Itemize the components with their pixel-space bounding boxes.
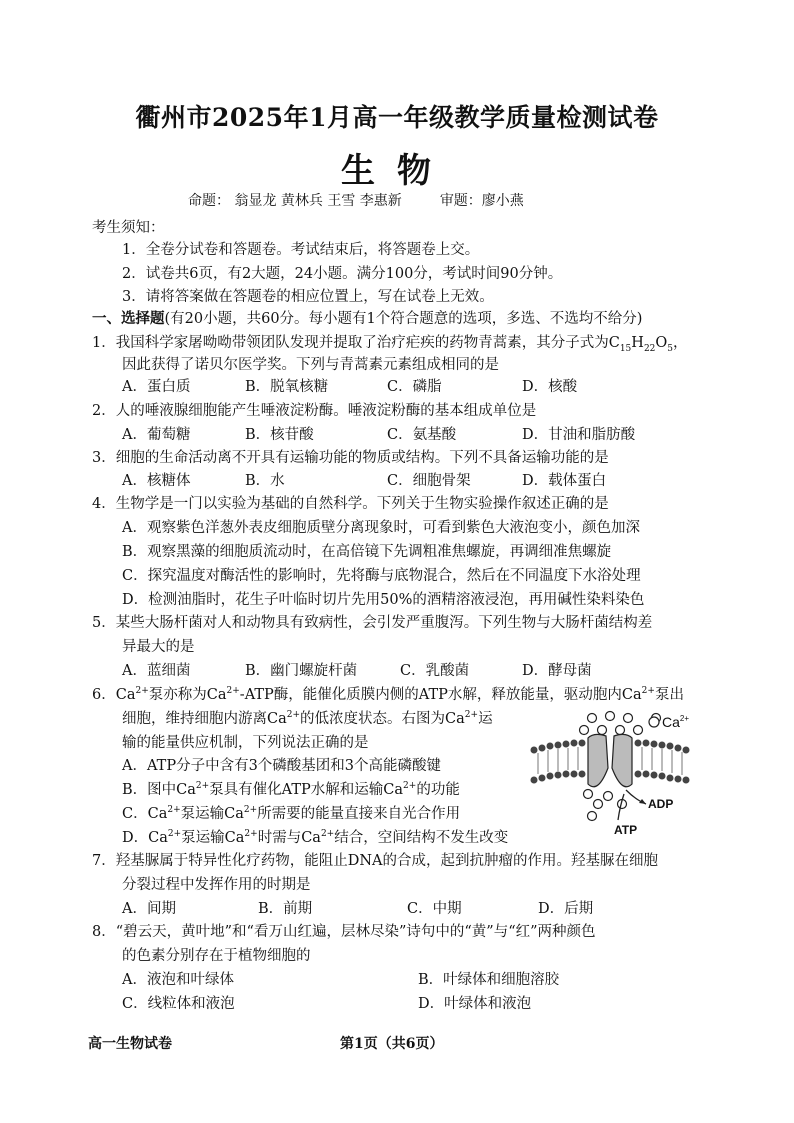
q6-sup: 2+	[464, 710, 479, 721]
q4-option-a: A．观察紫色洋葱外表皮细胞质壁分离现象时，可看到紫色大液泡变小，颜色加深	[122, 520, 640, 536]
q6-text: Ca	[445, 711, 465, 727]
q7-option-c: C．中期	[407, 901, 462, 917]
q6-text: 细胞，维持细胞内游离	[122, 711, 267, 727]
q3-option-d: D．载体蛋白	[522, 473, 607, 489]
authors-line	[188, 190, 524, 210]
q1-text: H	[631, 335, 644, 351]
q5-option-b: B．幽门螺旋杆菌	[245, 663, 358, 679]
adp-label: ADP	[648, 797, 674, 811]
subject-title: 生物	[341, 151, 453, 191]
q6-text: Ca	[621, 687, 642, 703]
q6-text: Ca	[176, 782, 196, 798]
q6-option-b	[122, 780, 460, 800]
q6-sup: 2+	[226, 686, 240, 697]
q8-option-c: C．线粒体和液泡	[122, 996, 235, 1012]
q4-option-c: C．探究温度对酶活性的影响时，先将酶与底物混合，然后在不同温度下水浴处理	[122, 568, 641, 584]
q6-option-c	[122, 804, 460, 824]
pump-protein-right	[612, 734, 632, 786]
q6-sup: 2+	[167, 805, 181, 816]
question-4-stem: 4．生物学是一门以实验为基础的自然科学。下列关于生物实验操作叙述正确的是	[92, 496, 609, 512]
q6-sup: 2+	[244, 829, 258, 840]
q6-text: 6．	[92, 687, 116, 703]
legend-ion-icon	[649, 717, 659, 727]
q1-option-d: D．核酸	[522, 379, 578, 395]
question-7-stem-2: 分裂过程中发挥作用的时期是	[122, 877, 311, 893]
q4-option-b: B．观察黑藻的细胞质流动时，在高倍镜下先调粗准焦螺旋，再调细准焦螺旋	[122, 544, 612, 560]
outside-calcium-ions	[580, 712, 661, 735]
q4-option-d: D．检测油脂时，花生子叶临时切片先用50%的酒精溶液浸泡，再用碱性染料染色	[122, 592, 645, 608]
q3-option-c: C．细胞骨架	[387, 473, 471, 489]
question-6-stem-2	[122, 709, 493, 729]
q1-option-b: B．脱氧核糖	[245, 379, 329, 395]
q2-option-a: A．葡萄糖	[122, 427, 191, 443]
q8-option-d: D．叶绿体和液泡	[418, 996, 532, 1012]
q6-sup: 2+	[135, 686, 149, 697]
q6-text: 泵运输	[180, 806, 225, 822]
q6-sup: 2+	[243, 805, 258, 816]
membrane-tails	[538, 747, 682, 775]
q6-text: 泵运输	[181, 830, 225, 846]
q2-option-b: B．核苷酸	[245, 427, 314, 443]
notice-item: 1．全卷分试卷和答题卷。考试结束后，将答题卷上交。	[122, 242, 480, 258]
q6-text: 时需与	[257, 830, 302, 846]
question-8-stem: 8．“碧云天，黄叶地”和“看万山红遍，层林尽染”诗句中的“黄”与“红”两种颜色	[92, 924, 596, 940]
q5-option-a: A．蓝细菌	[122, 663, 191, 679]
q6-text: 所需要的能量直接来自光合作用	[257, 806, 461, 822]
q3-option-a: A．核糖体	[122, 473, 191, 489]
q6-text: Ca	[224, 830, 245, 846]
q6-sup: 2+	[403, 781, 417, 792]
membrane-upper-heads	[531, 740, 690, 754]
q1-sub: 22	[643, 343, 656, 354]
atp-label: ATP	[614, 823, 638, 837]
pump-protein-left	[588, 734, 608, 786]
notice-item: 2．试卷共6页，有2大题，24小题。满分100分，考试时间90分钟。	[122, 266, 563, 282]
inside-calcium-ions	[584, 790, 627, 821]
q8-option-a: A．液泡和叶绿体	[122, 972, 234, 988]
section-heading	[92, 309, 642, 329]
section-label: 一、选择题	[92, 310, 165, 327]
reviewer: 审题：廖小燕	[439, 193, 524, 209]
q6-sup: 2+	[641, 686, 655, 697]
page-number: 第1页（共6页）	[340, 1036, 444, 1052]
q6-text: D．	[122, 830, 149, 846]
q6-text: Ca	[148, 830, 168, 846]
q1-text: O	[655, 335, 668, 351]
q1-sub: 15	[619, 343, 632, 354]
q6-text: Ca	[301, 830, 321, 846]
q6-text: Ca	[267, 711, 287, 727]
notice-heading: 考生须知：	[92, 220, 165, 236]
q6-text: Ca	[147, 806, 168, 822]
question-1-stem	[92, 333, 688, 353]
question-5-stem-2: 异最大的是	[122, 639, 195, 655]
legend-ion-label: $Ca^{2+}$	[662, 714, 690, 730]
q6-text: Ca	[383, 782, 404, 798]
q5-option-c: C．乳酸菌	[400, 663, 470, 679]
notice-item: 3．请将答案做在答题卷的相应位置上，写在试卷上无效。	[122, 289, 494, 305]
q6-sup: 2+	[167, 829, 182, 840]
q6-text: -ATP酶，能催化质膜内侧的ATP水解，释放能量，驱动胞内	[239, 687, 622, 703]
q1-option-c: C．磷脂	[387, 379, 442, 395]
q6-text: 的低浓度状态。右图为	[300, 711, 446, 727]
q6-text: B．图中	[122, 782, 177, 798]
q2-option-d: D．甘油和脂肪酸	[522, 427, 636, 443]
q6-sup: 2+	[195, 781, 210, 792]
footer-subject: 高一生物试卷	[88, 1036, 172, 1052]
question-6-stem-3: 输的能量供应机制，下列说法正确的是	[122, 735, 369, 751]
question-5-stem: 5．某些大肠杆菌对人和动物具有致病性，会引发严重腹泻。下列生物与大肠杆菌结构差	[92, 615, 653, 631]
membrane-lower-heads	[531, 771, 690, 784]
question-6-stem	[92, 685, 684, 705]
q6-text: 结合，空间结构不发生改变	[334, 830, 509, 846]
q7-option-b: B．前期	[258, 901, 313, 917]
q1-text: 1．我国科学家屠呦呦带领团队发现并提取了治疗疟疾的药物青蒿素，其分子式为C	[92, 335, 620, 351]
q6-text: C．	[122, 806, 148, 822]
q6-text: 运	[478, 711, 493, 727]
q6-text: Ca	[224, 806, 244, 822]
q5-option-d: D．酵母菌	[522, 663, 592, 679]
question-2-stem: 2．人的唾液腺细胞能产生唾液淀粉酶。唾液淀粉酶的基本组成单位是	[92, 403, 537, 419]
section-desc: (有20小题，共60分。每小题有1个符合题意的选项，多选、不选均不给分)	[164, 311, 643, 327]
q6-option-a: A．ATP分子中含有3个磷酸基团和3个高能磷酸键	[122, 758, 442, 774]
q6-text: 的功能	[416, 782, 460, 798]
q3-option-b: B．水	[245, 473, 285, 489]
q6-sup: 2+	[286, 710, 301, 721]
q6-text: Ca	[115, 687, 136, 703]
q8-option-b: B．叶绿体和细胞溶胶	[418, 972, 560, 988]
q6-text: Ca	[206, 687, 227, 703]
q7-option-a: A．间期	[122, 901, 176, 917]
q6-text: 泵亦称为	[148, 687, 207, 703]
q6-sup: 2+	[320, 829, 335, 840]
q1-text: ，	[673, 335, 688, 351]
question-7-stem: 7．羟基脲属于特异性化疗药物，能阻止DNA的合成，起到抗肿瘤的作用。羟基脲在细胞	[92, 853, 659, 869]
q6-option-d	[122, 828, 508, 848]
q6-text: 泵出	[654, 687, 684, 703]
question-8-stem-2: 的色素分别存在于植物细胞的	[122, 948, 311, 964]
q7-option-d: D．后期	[538, 901, 594, 917]
question-3-stem: 3．细胞的生命活动离不开具有运输功能的物质或结构。下列不具备运输功能的是	[92, 450, 609, 466]
exam-title: 衢州市2025年1月高一年级教学质量检测试卷	[135, 103, 659, 132]
q1-sub: 5	[667, 343, 674, 354]
authors: 命题： 翁显龙 黄林兵 王雪 李惠新	[188, 193, 402, 209]
question-1-stem-2: 因此获得了诺贝尔医学奖。下列与青蒿素元素组成相同的是	[122, 357, 499, 373]
q2-option-c: C．氨基酸	[387, 427, 457, 443]
q6-text: 泵具有催化ATP水解和运输	[209, 782, 384, 798]
calcium-pump-figure	[528, 708, 728, 838]
q1-option-a: A．蛋白质	[122, 379, 191, 395]
